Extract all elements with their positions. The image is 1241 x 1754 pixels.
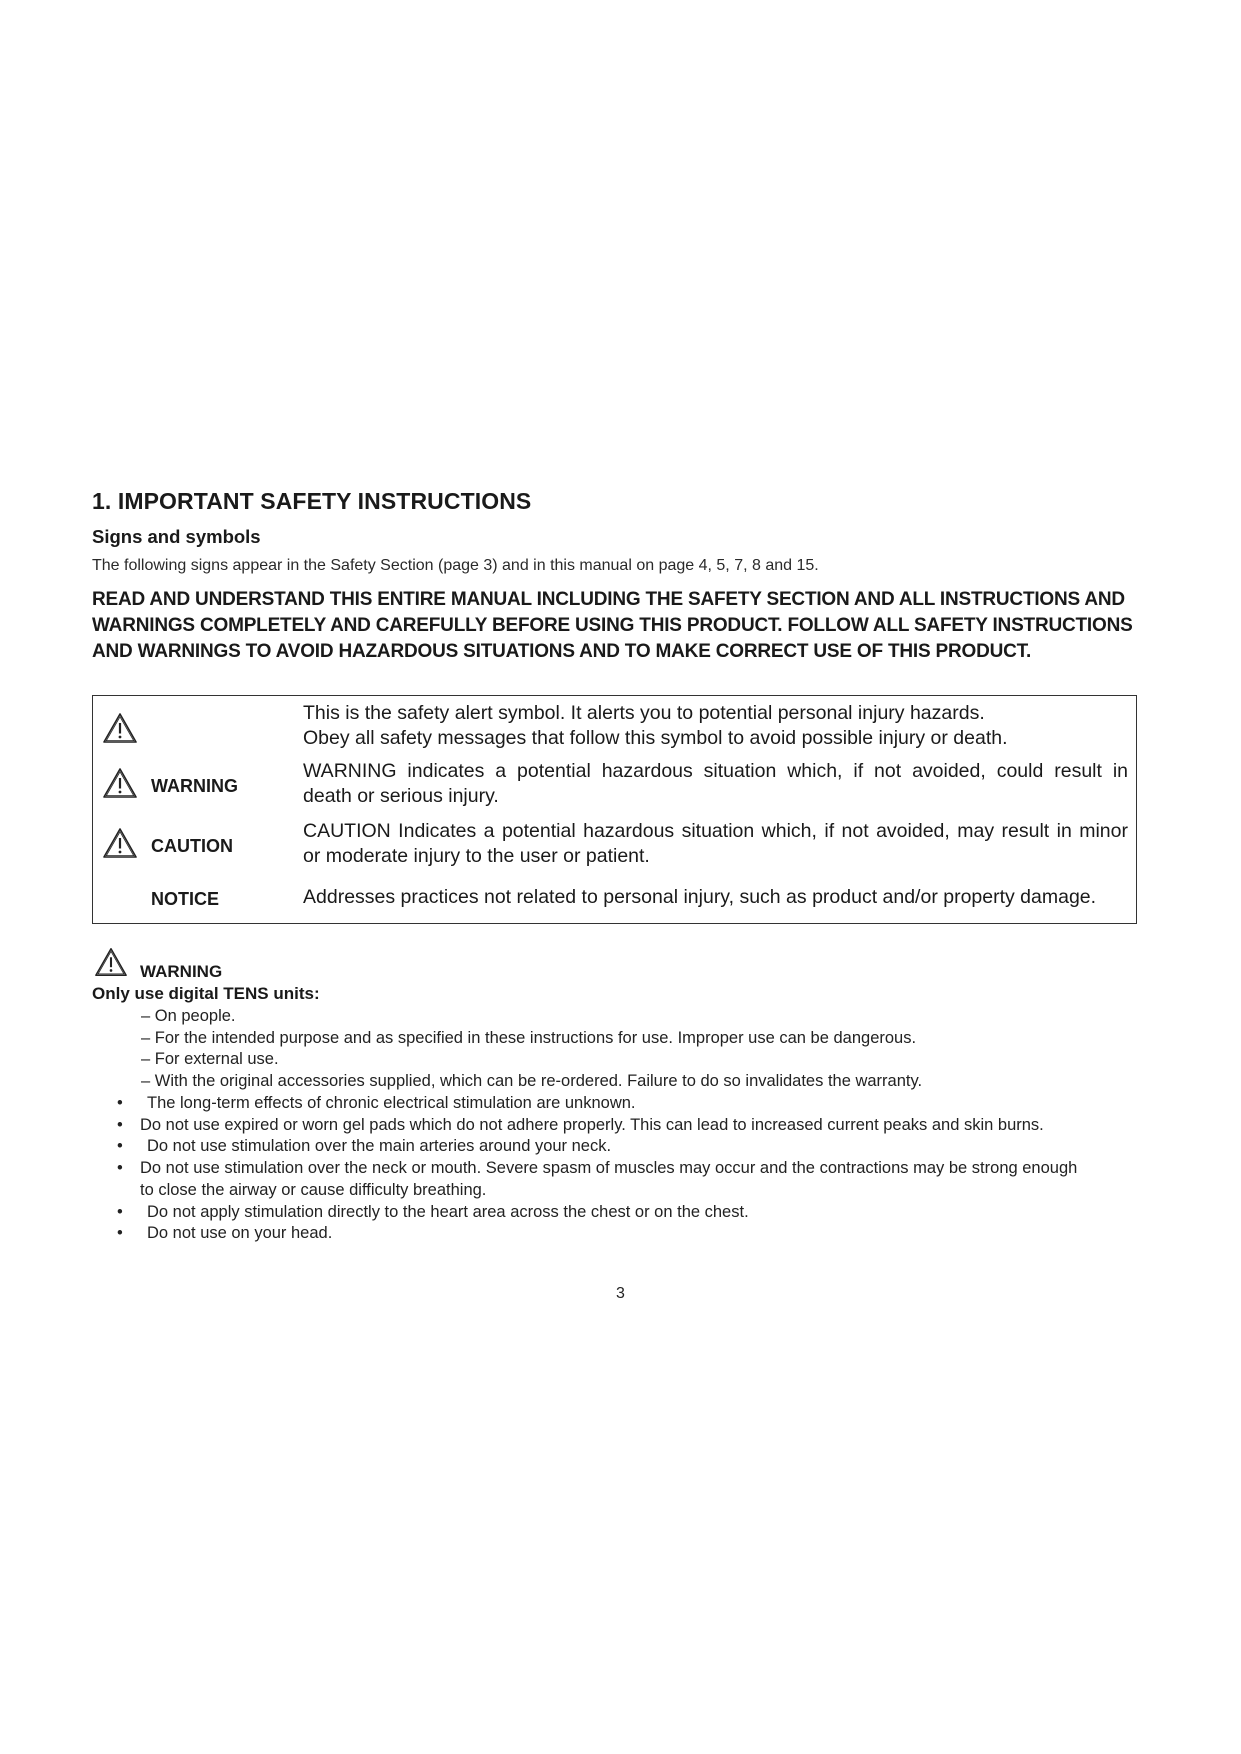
- symbol-row-warning: [93, 759, 1136, 813]
- list-item-text: The long-term effects of chronic electrical stimulation are unknown.: [147, 1094, 636, 1112]
- symbol-row-safety-alert: [93, 696, 1136, 754]
- description-line: death or serious injury.: [303, 785, 499, 807]
- dash-list: [141, 1006, 922, 1093]
- bullet-icon: •: [117, 1202, 123, 1221]
- warning-triangle-icon: [102, 767, 138, 799]
- symbol-description: [303, 759, 1128, 809]
- warning-subtitle: Only use digital TENS units:: [92, 984, 320, 1003]
- symbol-row-caution: [93, 819, 1136, 873]
- bullet-icon: •: [117, 1224, 123, 1243]
- list-item: – With the original accessories supplied, which can be re-ordered. Failure to do so invalidates the warranty.: [141, 1071, 922, 1093]
- list-item-text: Do not apply stimulation directly to the heart area across the chest or on the chest.: [147, 1202, 749, 1221]
- list-item-text: Do not use stimulation over the main arteries around your neck.: [147, 1137, 612, 1156]
- read-notice-line: READ AND UNDERSTAND THIS ENTIRE MANUAL INCLUDING THE SAFETY SECTION AND ALL INSTRUCTIONS AND: [92, 589, 1125, 610]
- bullet-icon: •: [117, 1159, 123, 1178]
- list-item-text: Do not use stimulation over the neck or mouth. Severe spasm of muscles may occur and the contractions may be strong enough: [140, 1159, 1078, 1178]
- list-item: [92, 1223, 1152, 1245]
- symbol-label: NOTICE: [151, 889, 220, 909]
- list-item: – On people.: [141, 1006, 922, 1028]
- description-line: This is the safety alert symbol. It alerts you to potential personal injury hazards.: [303, 702, 985, 724]
- symbol-description: [303, 701, 1128, 751]
- list-item: [92, 1158, 1152, 1180]
- subsection-title: Signs and symbols: [92, 526, 261, 547]
- list-item: [92, 1093, 1152, 1115]
- read-notice-line: AND WARNINGS TO AVOID HAZARDOUS SITUATIONS AND TO MAKE CORRECT USE OF THIS PRODUCT.: [92, 641, 1032, 662]
- bullet-list: [92, 1093, 1152, 1245]
- list-item: – For the intended purpose and as specified in these instructions for use. Improper use can be dangerous.: [141, 1028, 922, 1050]
- list-item: – For external use.: [141, 1049, 922, 1071]
- symbol-label: CAUTION: [151, 836, 233, 856]
- symbol-description: [303, 885, 1128, 910]
- warning-triangle-icon: [94, 946, 128, 978]
- description-line: Obey all safety messages that follow this symbol to avoid possible injury or death.: [303, 727, 1008, 749]
- bullet-icon: •: [117, 1094, 123, 1112]
- description-line: Addresses practices not related to personal injury, such as product and/or property damage.: [303, 886, 1097, 908]
- list-item: [92, 1115, 1152, 1137]
- bullet-icon: •: [117, 1137, 123, 1156]
- warning-heading: [92, 946, 392, 982]
- list-item-text: to close the airway or cause difficulty breathing.: [140, 1180, 487, 1199]
- description-line: WARNING indicates a potential hazardous situation which, if not avoided, could result in: [303, 760, 1128, 782]
- read-notice-line: WARNINGS COMPLETELY AND CAREFULLY BEFORE USING THIS PRODUCT. FOLLOW ALL SAFETY INSTRUCTIONS: [92, 615, 1133, 636]
- symbol-row-notice: [93, 883, 1136, 919]
- section-title: 1. IMPORTANT SAFETY INSTRUCTIONS: [92, 488, 532, 514]
- intro-text: The following signs appear in the Safety Section (page 3) and in this manual on page 4, 5, 7, 8 and 15.: [92, 557, 819, 574]
- description-line: or moderate injury to the user or patient.: [303, 845, 650, 867]
- list-item-text: Do not use expired or worn gel pads which do not adhere properly. This can lead to increased current peaks and skin burns.: [140, 1115, 1044, 1134]
- warning-triangle-icon: [102, 712, 138, 744]
- warning-triangle-icon: [102, 827, 138, 859]
- read-notice: [92, 587, 1172, 665]
- list-item: [92, 1136, 1152, 1158]
- description-line: CAUTION Indicates a potential hazardous situation which, if not avoided, may result in minor: [303, 820, 1128, 842]
- symbol-label: WARNING: [151, 776, 238, 796]
- warning-label: WARNING: [140, 962, 223, 981]
- page-number: 3: [616, 1285, 625, 1302]
- list-item-text: Do not use on your head.: [147, 1224, 333, 1243]
- symbol-description: [303, 819, 1128, 869]
- list-item-continuation: [92, 1180, 1152, 1202]
- symbols-table: [92, 695, 1137, 924]
- list-item: [92, 1202, 1152, 1224]
- bullet-icon: •: [117, 1115, 123, 1134]
